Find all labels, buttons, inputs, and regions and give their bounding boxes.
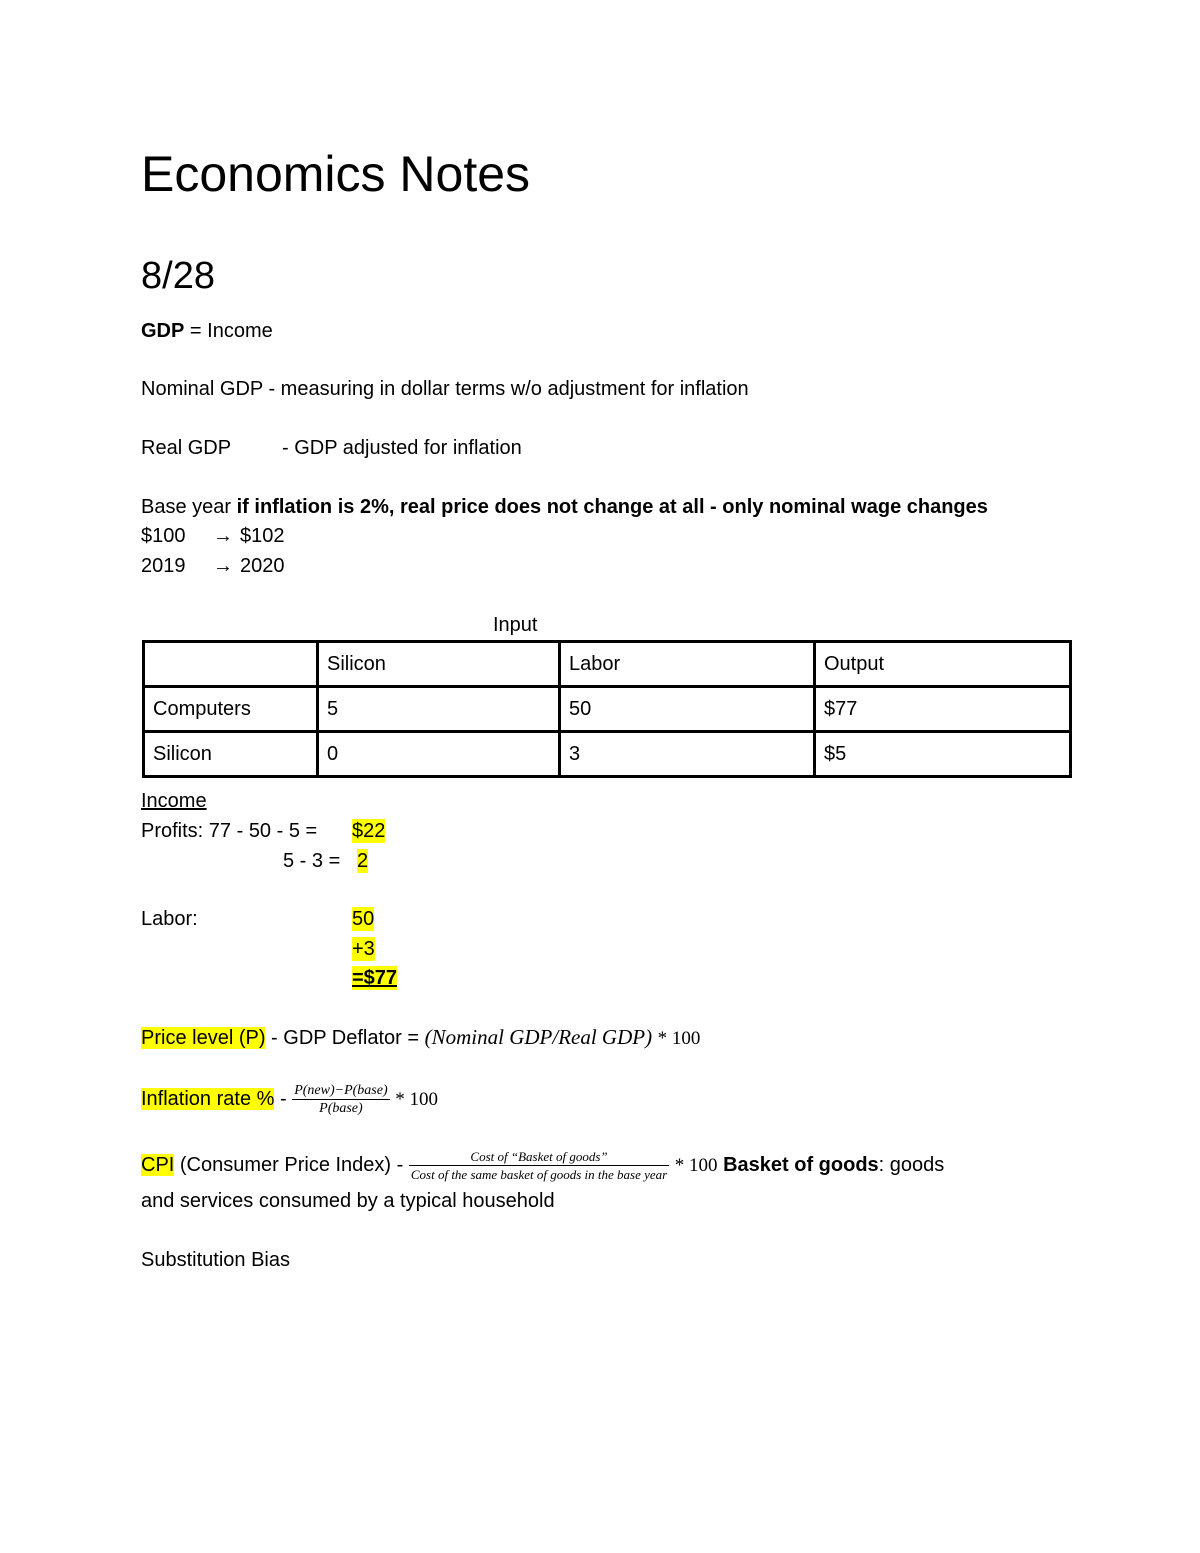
table-cell: 5: [318, 687, 560, 732]
price-level-line: [141, 1025, 700, 1051]
profits-value: $22: [352, 820, 386, 842]
cpi-numerator: Cost of “Basket of goods”: [409, 1149, 669, 1166]
table-header-cell: Silicon: [318, 642, 560, 687]
basket-def-1: : goods: [878, 1154, 945, 1176]
input-output-table: [142, 640, 1072, 778]
price-level-label: Price level (P): [141, 1027, 266, 1049]
inflation-label: Inflation rate %: [141, 1088, 275, 1110]
basket-term: Basket of goods: [723, 1154, 879, 1176]
nominal-gdp-label: Nominal GDP: [141, 378, 263, 400]
table-cell: 0: [318, 732, 560, 777]
table-cell: 3: [560, 732, 815, 777]
real-gdp-label: Real GDP: [141, 437, 232, 459]
table-row: [144, 732, 1071, 777]
cpi-text: (Consumer Price Index) -: [174, 1154, 409, 1176]
table-header-cell: Labor: [560, 642, 815, 687]
real-gdp-def: - GDP adjusted for inflation: [282, 437, 522, 459]
cpi-label: CPI: [141, 1154, 175, 1176]
table-row: [144, 687, 1071, 732]
labor-value: 50: [352, 908, 375, 930]
deflator-formula: (Nominal GDP/Real GDP): [424, 1025, 653, 1049]
second-calc: 5 - 3 =: [283, 850, 341, 872]
arrow-2: →: [213, 555, 233, 577]
substitution-bias: Substitution Bias: [141, 1249, 290, 1271]
page-title: Economics Notes: [141, 146, 531, 202]
nominal-gdp-def: - measuring in dollar terms w/o adjustment for inflation: [268, 378, 749, 400]
base-year-label: Base year: [141, 496, 237, 518]
labor-value: +3: [352, 938, 375, 960]
example-from-2: 2019: [141, 555, 186, 577]
deflator-times: * 100: [657, 1028, 701, 1049]
inflation-line: [141, 1078, 438, 1121]
cpi-times: * 100: [674, 1155, 718, 1176]
profits-label: Profits: 77 - 50 - 5 =: [141, 820, 318, 842]
table-header-row: [144, 642, 1071, 687]
example-to-1: $102: [240, 525, 285, 547]
base-year-bold: if inflation is 2%, real price does not change at all - only nominal wage changes: [236, 496, 988, 518]
gdp-line: [141, 319, 273, 343]
inflation-dash: -: [274, 1088, 293, 1110]
example-from-1: $100: [141, 525, 186, 547]
table-cell: $77: [815, 687, 1071, 732]
gdp-term: GDP: [141, 320, 185, 342]
income-heading: Income: [141, 790, 207, 812]
table-header-cell: [144, 642, 318, 687]
cpi-fraction: [409, 1149, 669, 1182]
inflation-numerator: P(new)−P(base): [294, 1083, 388, 1099]
second-value: 2: [357, 850, 369, 872]
cpi-denominator: Cost of the same basket of goods in the base year: [410, 1167, 668, 1183]
example-to-2: 2020: [240, 555, 285, 577]
gdp-rest: = Income: [184, 320, 273, 342]
table-caption: Input: [493, 614, 538, 636]
table-cell: 50: [560, 687, 815, 732]
table-cell: $5: [815, 732, 1071, 777]
cpi-line: [141, 1144, 944, 1187]
date-heading: 8/28: [141, 255, 215, 297]
table-cell: Silicon: [144, 732, 318, 777]
inflation-times: * 100: [395, 1089, 438, 1110]
inflation-fraction: [292, 1083, 389, 1116]
inflation-denominator: P(base): [319, 1101, 363, 1117]
arrow-1: →: [213, 525, 233, 547]
table-cell: Computers: [144, 687, 318, 732]
labor-label: Labor:: [141, 908, 198, 930]
price-level-text: - GDP Deflator =: [265, 1027, 425, 1049]
nominal-gdp-line: [141, 377, 749, 401]
base-year-line: [141, 495, 988, 519]
basket-def-2: and services consumed by a typical household: [141, 1190, 555, 1212]
labor-total: =$77: [352, 967, 398, 989]
table-header-cell: Output: [815, 642, 1071, 687]
